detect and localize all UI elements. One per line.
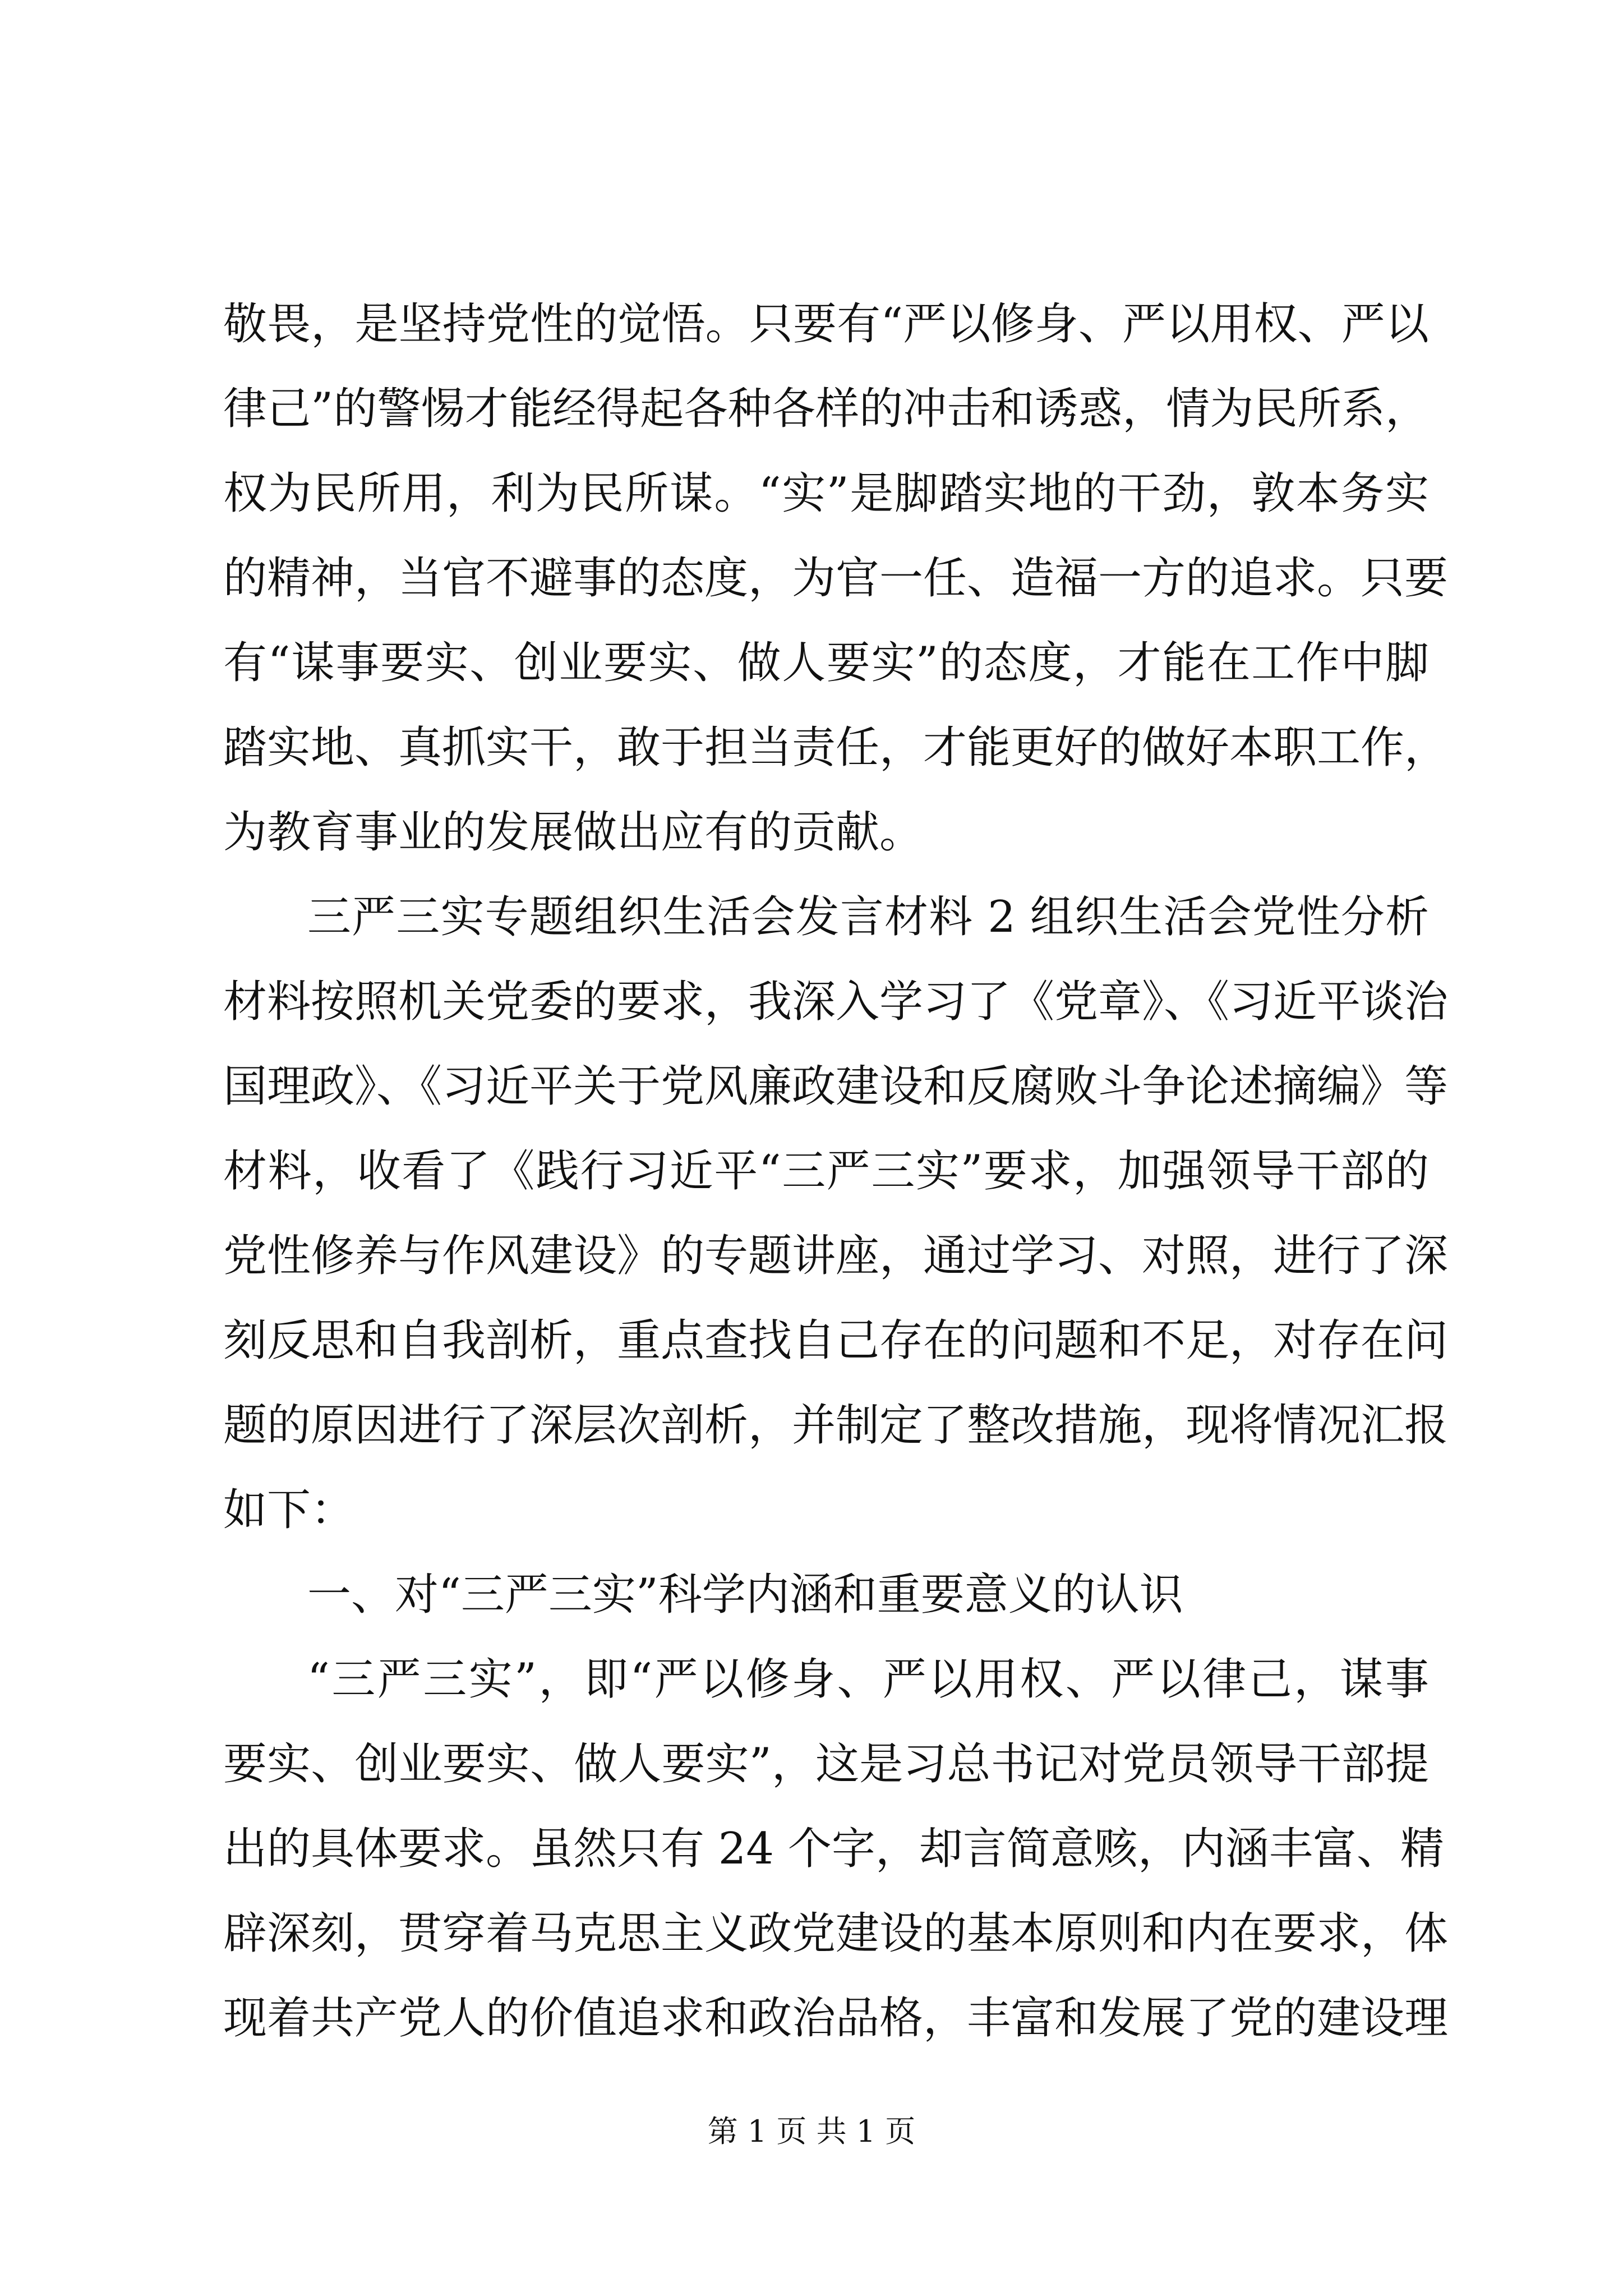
body-text-line: 如下： xyxy=(223,1485,355,1535)
section-heading: 一、对“三严三实”科学内涵和重要意义的认识 xyxy=(307,1570,1183,1620)
body-text-line: 材料，收看了《践行习近平“三严三实”要求，加强领导干部的 xyxy=(223,1146,1429,1197)
body-text-line: 踏实地、真抓实干，敢于担当责任，才能更好的做好本职工作， xyxy=(223,723,1449,773)
paragraph-first-line: “三严三实”，即“严以修身、严以用权、严以律己，谋事 xyxy=(307,1654,1429,1705)
paragraph-first-line: 三严三实专题组织生活会发言材料 2 组织生活会党性分析 xyxy=(307,892,1429,942)
body-text-line: 为教育事业的发展做出应有的贡献。 xyxy=(223,807,924,858)
body-text-line: 敬畏，是坚持党性的觉悟。只要有“严以修身、严以用权、严以 xyxy=(223,299,1429,349)
body-text-line: 题的原因进行了深层次剖析，并制定了整改措施，现将情况汇报 xyxy=(223,1400,1449,1451)
body-text-line: 国理政》、《习近平关于党风廉政建设和反腐败斗争论述摘编》等 xyxy=(223,1061,1449,1112)
body-text-line: 律己”的警惕才能经得起各种各样的冲击和诱惑，情为民所系， xyxy=(223,384,1429,434)
body-text-line: 材料按照机关党委的要求，我深入学习了《党章》、《习近平谈治 xyxy=(223,977,1449,1027)
page-number-footer: 第 1 页 共 1 页 xyxy=(707,2114,916,2149)
body-text-line: 刻反思和自我剖析，重点查找自己存在的问题和不足，对存在问 xyxy=(223,1315,1449,1366)
body-text-line: 现着共产党人的价值追求和政治品格，丰富和发展了党的建设理 xyxy=(223,1993,1449,2044)
body-text-line: 党性修养与作风建设》的专题讲座，通过学习、对照，进行了深 xyxy=(223,1231,1449,1281)
body-text-line: 有“谋事要实、创业要实、做人要实”的态度，才能在工作中脚 xyxy=(223,638,1429,688)
body-text-line: 出的具体要求。虽然只有 24 个字，却言简意赅，内涵丰富、精 xyxy=(223,1824,1444,1874)
body-text-line: 辟深刻，贯穿着马克思主义政党建设的基本原则和内在要求，体 xyxy=(223,1908,1449,1959)
body-text-line: 要实、创业要实、做人要实”，这是习总书记对党员领导干部提 xyxy=(223,1739,1429,1789)
body-text-line: 权为民所用，利为民所谋。“实”是脚踏实地的干劲，敦本务实 xyxy=(223,468,1429,519)
body-text-line: 的精神，当官不避事的态度，为官一任、造福一方的追求。只要 xyxy=(223,553,1449,604)
